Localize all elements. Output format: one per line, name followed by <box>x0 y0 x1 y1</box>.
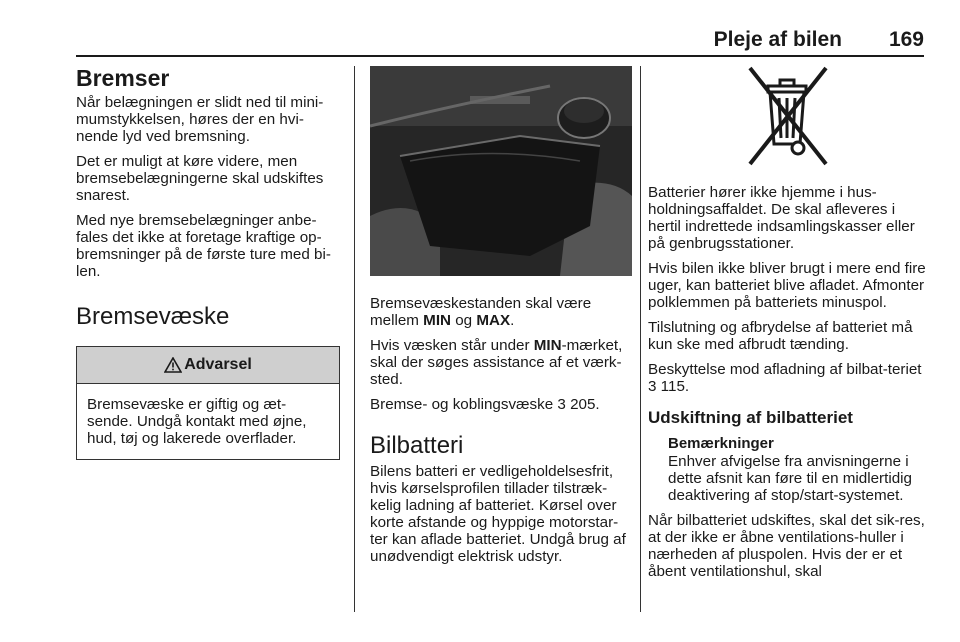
column-2 <box>370 64 632 573</box>
max-label: MAX <box>476 312 511 329</box>
battery-paragraph: Bilens batteri er vedligeholdelsesfrit, hvis kørselsprofilen tillader tilstræk-kelig ladning af batteriet. Kørsel over korte afstande og hyppige motorstar-ter kan aflade batteriet. Undgå brug af unødvendigt elektrisk udstyr. <box>370 463 626 565</box>
battery-disposal-paragraph: Batterier hører ikke hjemme i hus-holdningsaffaldet. De skal afleveres i hertil indrettede indsamlingskasser eller på genbrugsstationer. <box>648 184 915 252</box>
battery-replacement-heading: Udskiftning af bilbatteriet <box>648 408 853 427</box>
column-divider-1 <box>354 66 355 612</box>
min-label: MIN <box>423 312 452 329</box>
warning-body <box>77 384 339 459</box>
protection-text: Beskyttelse mod afladning af bilbat-teriet <box>648 361 922 378</box>
battery-protection-paragraph <box>648 361 926 395</box>
note-title: Bemærkninger <box>668 435 774 452</box>
header-title: Pleje af bilen <box>713 28 842 51</box>
fluid-below-paragraph <box>370 337 632 388</box>
fluid-reference <box>370 396 632 413</box>
warning-title: Advarsel <box>184 356 252 373</box>
replacement-paragraph: Når bilbatteriet udskiftes, skal det sik-res, at der ikke er åbne ventilations-huller i nærheden af pluspolen. Hvis der er et åbent ventilationshul, skal <box>648 512 925 580</box>
battery-connect-paragraph: Tilslutning og afbrydelse af batteriet må kun ske med afbrudt tænding. <box>648 319 913 353</box>
battery-heading: Bilbatteri <box>370 432 464 459</box>
warning-text: Bremsevæske er giftig og æt-sende. Undgå kontakt med øjne, hud, tøj og lakerede overflader. <box>87 396 307 447</box>
note-text: Enhver afvigelse fra anvisningerne i dette afsnit kan føre til en midlertidig deaktivering af stop/start-systemet. <box>668 453 912 504</box>
fluid-level-text: Bremsevæskestanden skal være mellem <box>370 295 592 329</box>
below-text: Hvis væsken står under <box>370 337 534 354</box>
warning-triangle-icon <box>164 357 182 373</box>
protection-page: 115. <box>656 378 690 395</box>
note-block <box>648 435 926 504</box>
column-3 <box>648 64 926 588</box>
brake-fluid-reservoir-photo <box>370 66 632 276</box>
reference-arrow-icon: 3 <box>557 396 566 413</box>
below-text-end: -mærket, skal der søges assistance af et værk-sted. <box>370 337 623 388</box>
period-text: . <box>510 312 515 329</box>
brakes-paragraph-2: Det er muligt at køre videre, men bremsebelægningerne skal udskiftes snarest. <box>76 153 324 204</box>
header-rule <box>76 55 924 57</box>
brake-fluid-heading: Bremsevæske <box>76 303 230 330</box>
min-label-2: MIN <box>533 337 562 354</box>
column-1 <box>76 64 340 460</box>
page-number: 169 <box>888 28 924 51</box>
brakes-paragraph-3: Med nye bremsebelægninger anbe-fales det ikke at foretage kraftige op-bremsninger på de første ture med bi-len. <box>76 212 331 280</box>
reference-arrow-icon: 3 <box>648 378 657 395</box>
column-divider-2 <box>640 66 641 612</box>
fluid-level-paragraph <box>370 295 632 329</box>
reference-page: 205. <box>565 396 600 413</box>
page-header <box>76 28 924 56</box>
brakes-heading: Bremser <box>76 65 170 91</box>
warning-header <box>77 347 339 384</box>
warning-box <box>76 346 340 460</box>
crossed-out-bin-icon <box>742 64 832 172</box>
reference-text: Bremse- og koblingsvæske <box>370 396 558 413</box>
battery-unused-paragraph: Hvis bilen ikke bliver brugt i mere end fire uger, kan batteriet blive afladet. Afmonter polklemmen på batteriets minuspol. <box>648 260 926 311</box>
and-text: og <box>451 312 477 329</box>
brakes-paragraph-1: Når belægningen er slidt ned til mini-mumstykkelsen, høres der en hvi-nende lyd ved bremsning. <box>76 94 324 145</box>
